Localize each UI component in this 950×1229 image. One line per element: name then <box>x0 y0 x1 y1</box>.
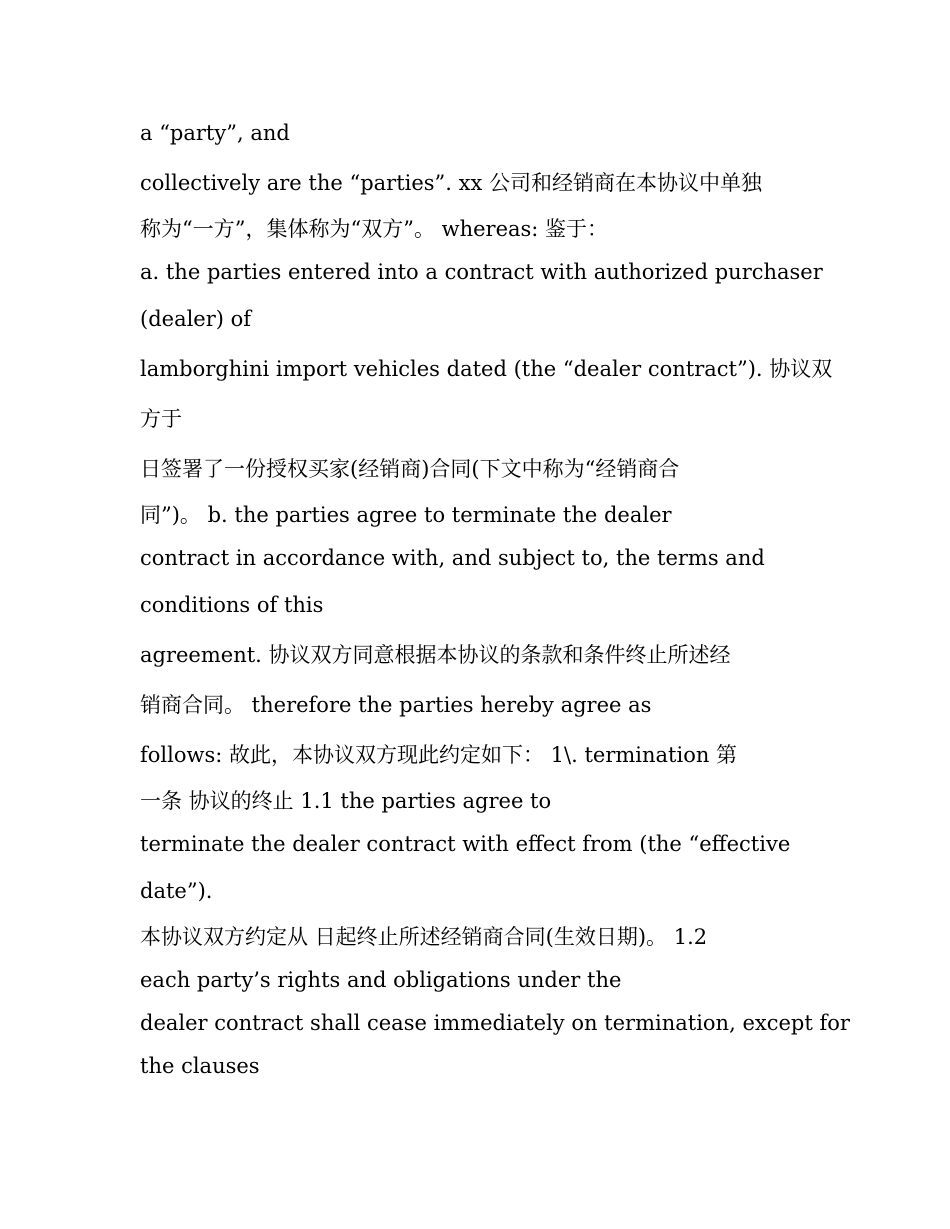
text-line: 方于 <box>140 407 182 431</box>
text-line: dealer contract shall cease immediately on termination, except for <box>140 1011 850 1035</box>
text-line: contract in accordance with, and subject to, the terms and <box>140 546 765 570</box>
text-line: (dealer) of <box>140 307 252 331</box>
text-line: a. the parties entered into a contract with authorized purchaser <box>140 260 823 284</box>
text-line: a “party”, and <box>140 121 290 145</box>
text-line: 日签署了一份授权买家(经销商)合同(下文中称为“经销商合 <box>140 457 680 481</box>
text-line: 本协议双方约定从 日起终止所述经销商合同(生效日期)。 1.2 <box>140 925 708 949</box>
text-line: conditions of this <box>140 593 324 617</box>
text-line: lamborghini import vehicles dated (the “dealer contract”). 协议双 <box>140 357 833 381</box>
text-line: agreement. 协议双方同意根据本协议的条款和条件终止所述经 <box>140 643 731 667</box>
text-line: collectively are the “parties”. xx 公司和经销商在本协议中单独 <box>140 171 763 195</box>
text-line: date”). <box>140 879 213 903</box>
text-line: the clauses <box>140 1054 260 1078</box>
document-body <box>140 108 850 1088</box>
text-line: 一条 协议的终止 1.1 the parties agree to <box>140 789 552 813</box>
text-line: terminate the dealer contract with effect from (the “effective <box>140 832 791 856</box>
text-line: follows: 故此，本协议双方现此约定如下： 1\. termination 第 <box>140 743 738 767</box>
text-line: each party’s rights and obligations under the <box>140 968 622 992</box>
text-line: 同”)。 b. the parties agree to terminate the dealer <box>140 503 672 527</box>
text-line: 销商合同。 therefore the parties hereby agree as <box>140 693 652 717</box>
text-line: 称为“一方”，集体称为“双方”。 whereas: 鉴于： <box>140 217 609 241</box>
